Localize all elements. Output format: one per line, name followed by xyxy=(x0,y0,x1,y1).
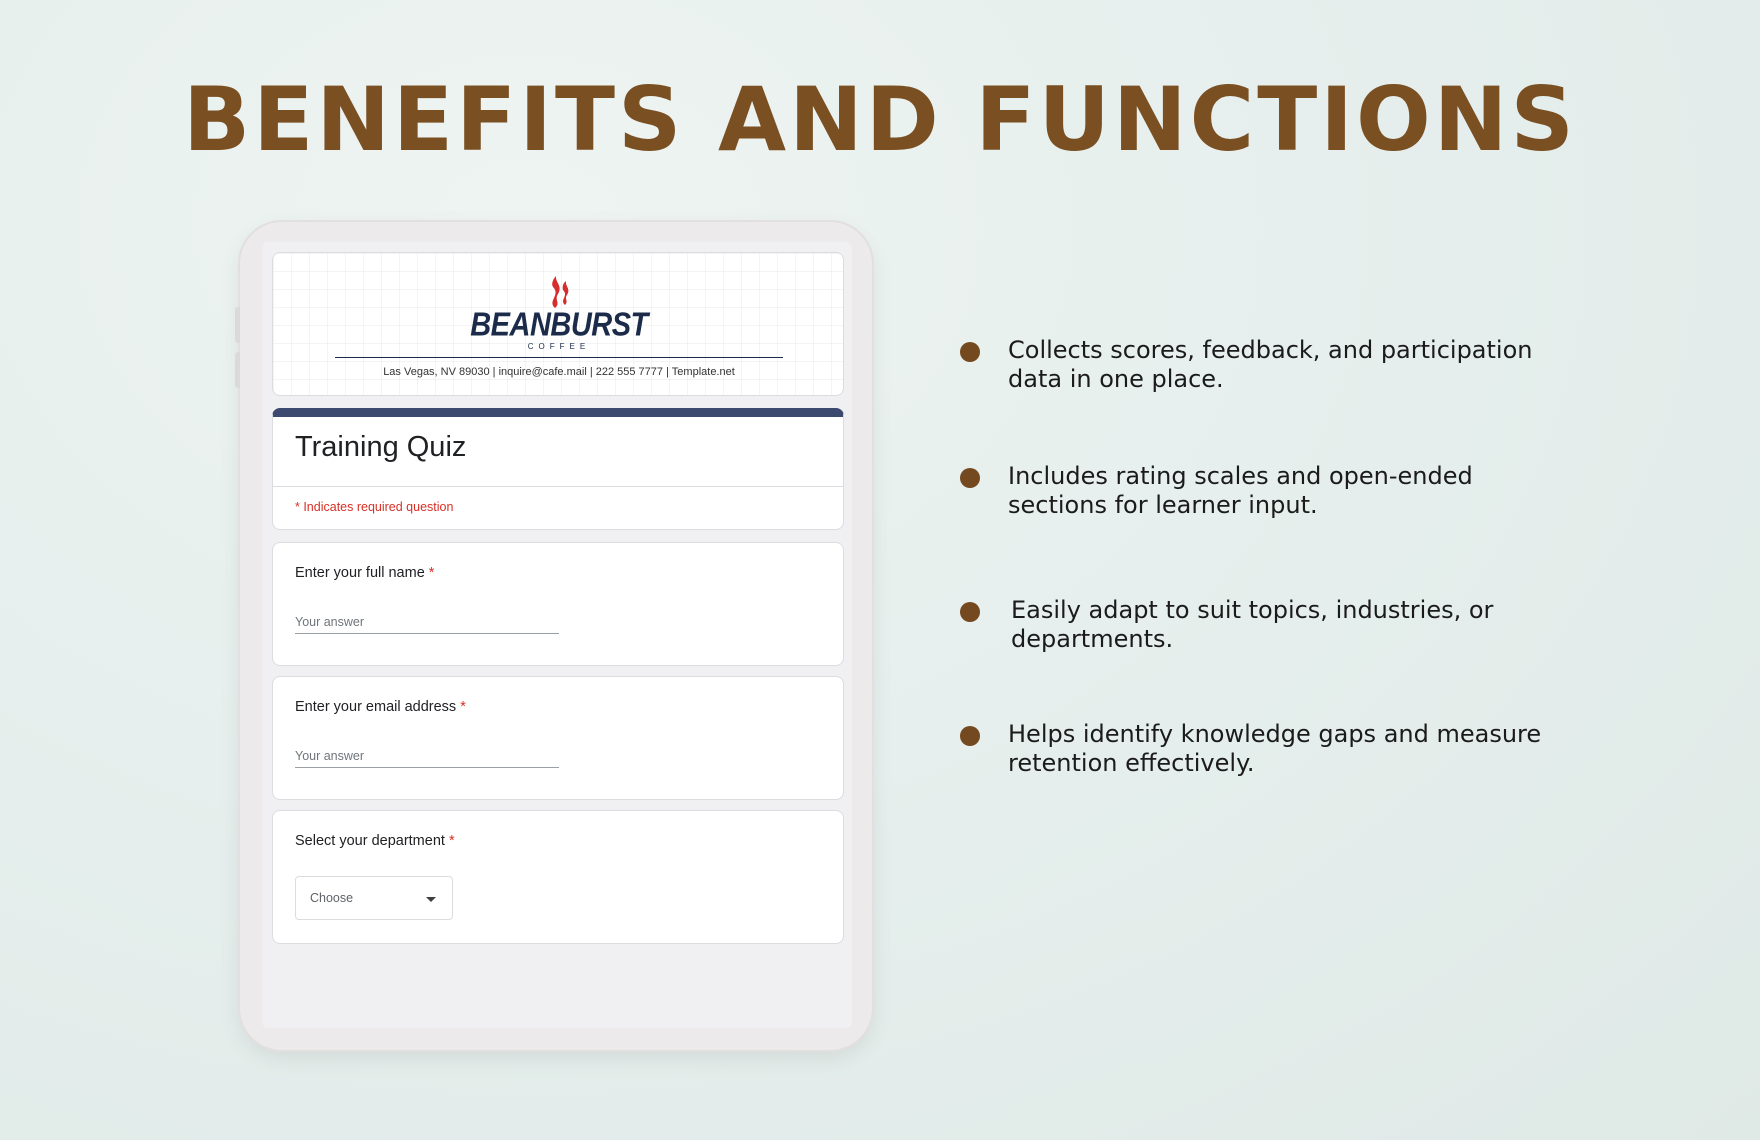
required-asterisk: * xyxy=(428,565,435,581)
divider xyxy=(335,357,783,358)
bullet-dot-icon xyxy=(960,342,980,362)
brand-name: BEANBURST xyxy=(470,306,648,344)
benefit-text: Helps identify knowledge gaps and measure retention effectively. xyxy=(1008,720,1542,777)
select-value: Choose xyxy=(310,891,354,905)
bullet-dot-icon xyxy=(960,468,980,488)
benefit-text: Includes rating scales and open-ended sections for learner input. xyxy=(1008,462,1473,519)
required-note: * Indicates required question xyxy=(295,500,454,514)
bullet-dot-icon xyxy=(960,726,980,746)
form-header-banner xyxy=(272,252,844,396)
required-asterisk: * xyxy=(460,699,466,715)
divider xyxy=(273,486,843,487)
tablet-screen xyxy=(262,242,852,1028)
question-label xyxy=(295,565,434,581)
question-text: Enter your email address xyxy=(295,699,457,715)
page-title: BENEFITS AND FUNCTIONS xyxy=(183,68,1577,171)
brand-tagline: COFFEE xyxy=(527,342,591,351)
flame-logo-icon xyxy=(543,275,575,309)
form-title-card xyxy=(272,408,844,530)
question-text: Select your department xyxy=(295,833,445,849)
question-card-department xyxy=(272,810,844,944)
required-asterisk: * xyxy=(448,833,455,849)
tablet-device xyxy=(240,222,872,1050)
tablet-side-button xyxy=(235,307,240,343)
contact-info: Las Vegas, NV 89030 | inquire@cafe.mail | 222 555 7777 | Template.net xyxy=(383,366,735,378)
form-title: Training Quiz xyxy=(295,431,467,463)
bullet-dot-icon xyxy=(960,602,980,622)
benefit-text: Easily adapt to suit topics, industries, or departments. xyxy=(1011,596,1494,653)
question-card-full-name xyxy=(272,542,844,666)
question-label xyxy=(295,833,455,849)
email-input[interactable] xyxy=(295,745,559,768)
benefit-text: Collects scores, feedback, and participation data in one place. xyxy=(1008,336,1533,393)
question-text: Enter your full name xyxy=(295,565,425,581)
full-name-input[interactable] xyxy=(295,611,559,634)
question-card-email xyxy=(272,676,844,800)
department-select[interactable] xyxy=(295,876,453,920)
dropdown-caret-icon xyxy=(426,897,436,902)
tablet-side-button xyxy=(235,352,240,388)
question-label xyxy=(295,699,466,715)
